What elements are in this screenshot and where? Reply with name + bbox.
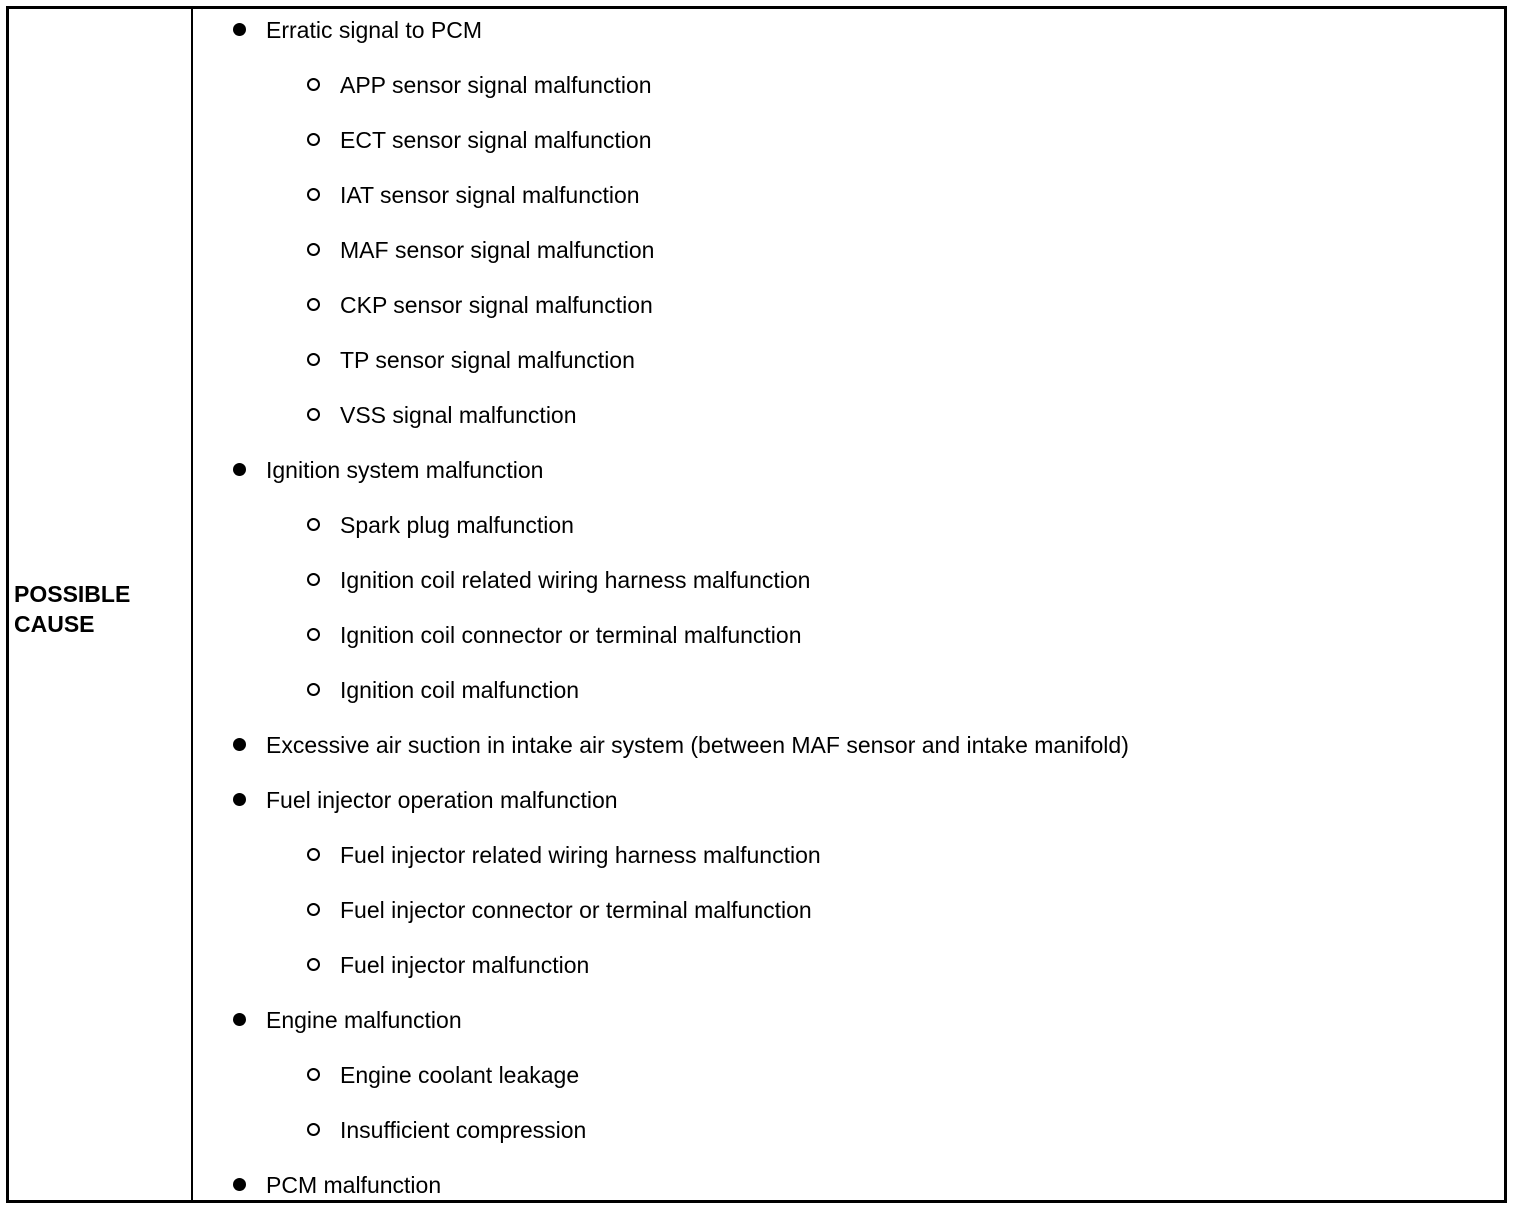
filled-bullet-icon [233, 1013, 246, 1026]
row-label-line-2: CAUSE [14, 611, 95, 637]
hollow-bullet-icon [307, 903, 320, 916]
filled-bullet-icon [233, 23, 246, 36]
hollow-bullet-icon [307, 1123, 320, 1136]
hollow-bullet-icon [307, 188, 320, 201]
cause-list [9, 9, 1504, 1200]
cause-text: TP sensor signal malfunction [340, 347, 635, 373]
cause-text: Spark plug malfunction [340, 512, 574, 538]
hollow-bullet-icon [307, 628, 320, 641]
cause-text: Ignition coil related wiring harness malfunction [340, 567, 811, 593]
cause-text: Engine malfunction [266, 1007, 462, 1033]
filled-bullet-icon [233, 793, 246, 806]
filled-bullet-icon [233, 738, 246, 751]
hollow-bullet-icon [307, 353, 320, 366]
possible-cause-table [6, 6, 1507, 1203]
hollow-bullet-icon [307, 518, 320, 531]
cause-text: MAF sensor signal malfunction [340, 237, 655, 263]
hollow-bullet-icon [307, 958, 320, 971]
cause-text: Fuel injector connector or terminal malfunction [340, 897, 812, 923]
cause-text: Fuel injector operation malfunction [266, 787, 618, 813]
cause-text: Fuel injector related wiring harness malfunction [340, 842, 821, 868]
cause-text: Ignition system malfunction [266, 457, 544, 483]
cause-text: Excessive air suction in intake air system (between MAF sensor and intake manifold) [266, 732, 1129, 758]
hollow-bullet-icon [307, 78, 320, 91]
cause-text: ECT sensor signal malfunction [340, 127, 652, 153]
row-label-line-1: POSSIBLE [14, 581, 131, 607]
hollow-bullet-icon [307, 573, 320, 586]
cause-text: IAT sensor signal malfunction [340, 182, 640, 208]
filled-bullet-icon [233, 1178, 246, 1191]
cause-text: Ignition coil connector or terminal malfunction [340, 622, 802, 648]
cause-text: APP sensor signal malfunction [340, 72, 652, 98]
hollow-bullet-icon [307, 243, 320, 256]
hollow-bullet-icon [307, 1068, 320, 1081]
cause-text: PCM malfunction [266, 1172, 442, 1198]
cause-text: Fuel injector malfunction [340, 952, 590, 978]
cause-text: Engine coolant leakage [340, 1062, 580, 1088]
hollow-bullet-icon [307, 683, 320, 696]
filled-bullet-icon [233, 463, 246, 476]
hollow-bullet-icon [307, 408, 320, 421]
cause-text: Insufficient compression [340, 1117, 587, 1143]
cause-text: Erratic signal to PCM [266, 17, 483, 43]
cause-text: Ignition coil malfunction [340, 677, 580, 703]
hollow-bullet-icon [307, 133, 320, 146]
cause-text: CKP sensor signal malfunction [340, 292, 653, 318]
hollow-bullet-icon [307, 298, 320, 311]
hollow-bullet-icon [307, 848, 320, 861]
cause-text: VSS signal malfunction [340, 402, 577, 428]
